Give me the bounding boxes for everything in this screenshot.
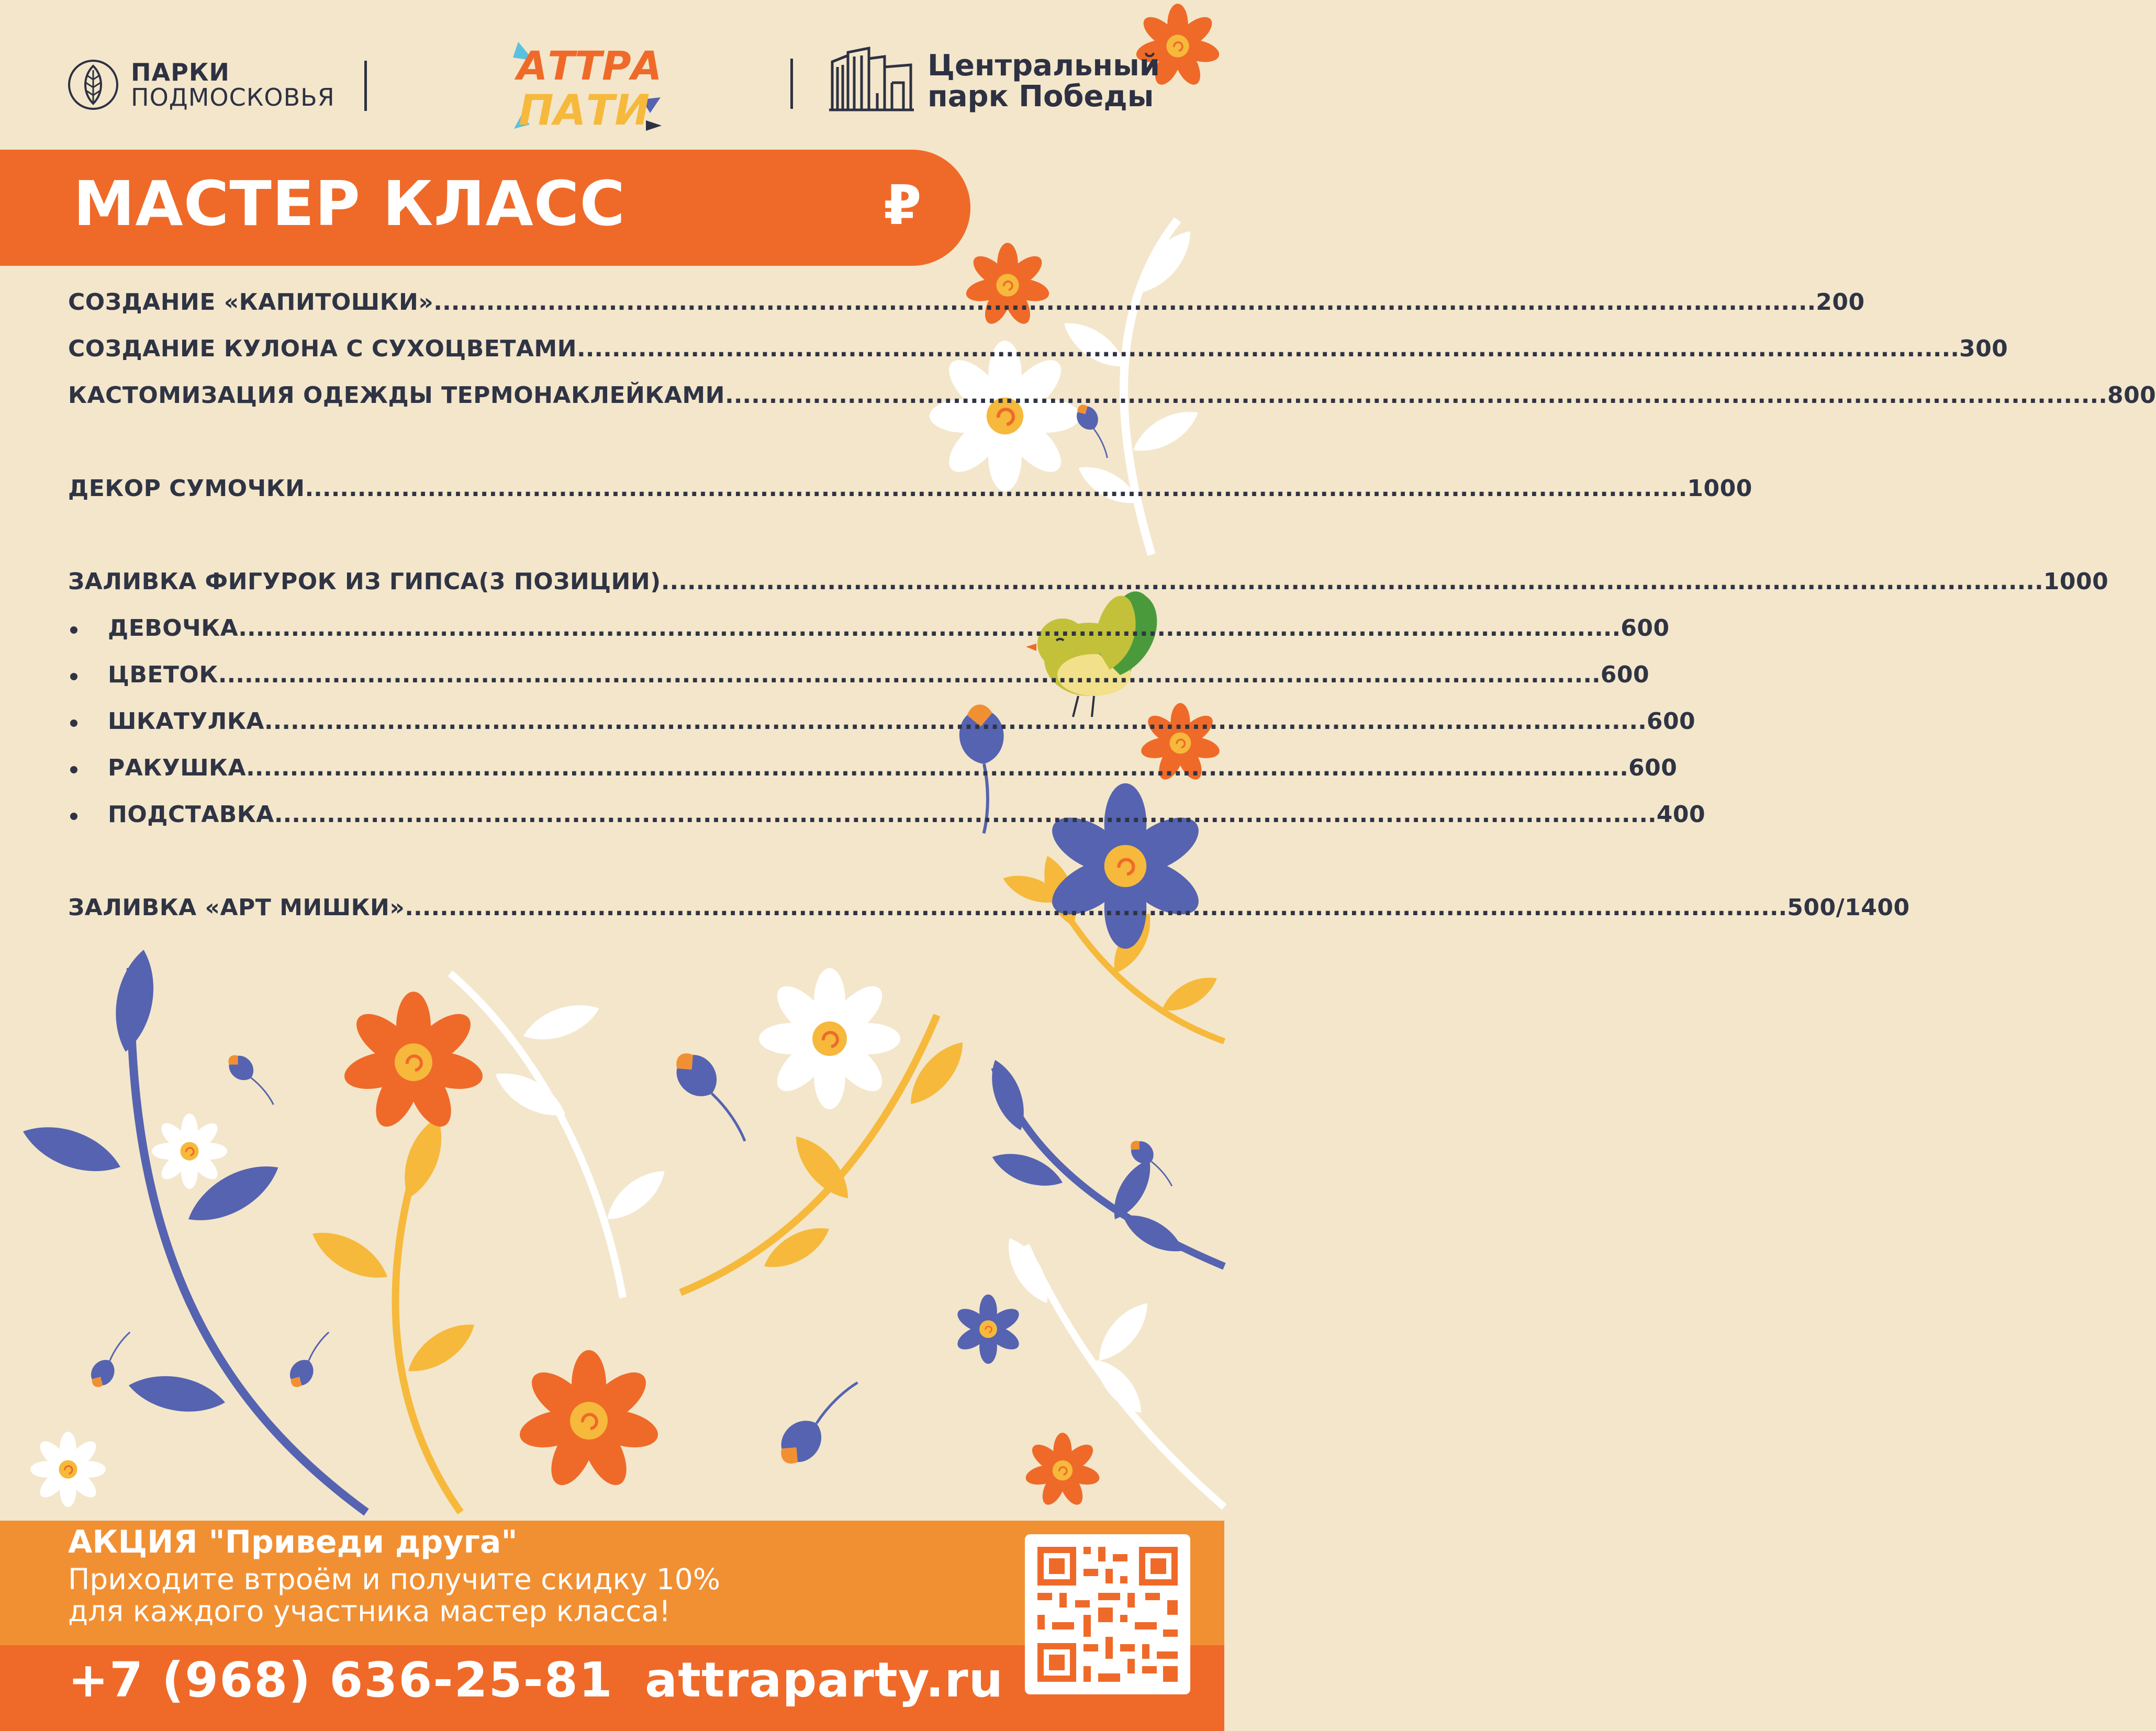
park-name-line2: парк Победы [928, 80, 1154, 114]
price-row [68, 382, 2156, 429]
price-row [68, 335, 2008, 382]
row-spacer [68, 848, 945, 894]
item-name: СОЗДАНИЕ КУЛОНА С СУХОЦВЕТАМИ [68, 335, 577, 362]
item-name: КАСТОМИЗАЦИЯ ОДЕЖДЫ ТЕРМОНАКЛЕЙКАМИ [68, 382, 725, 409]
header-divider [364, 61, 367, 111]
dot-leader: .............................................................................................................................................................. [218, 661, 1601, 688]
price-row [68, 289, 1865, 335]
dot-leader: .............................................................................................................................................................. [405, 894, 1788, 921]
item-price: 800 [2107, 382, 2156, 409]
price-row [68, 568, 2109, 615]
item-name: ПОДСТАВКА [68, 801, 274, 828]
qr-code-icon [1025, 1534, 1190, 1694]
item-price: 1000 [2043, 568, 2109, 595]
logo-word1: АТТРА [517, 42, 662, 89]
qr-code[interactable] [1025, 1534, 1190, 1694]
dot-leader: .............................................................................................................................................................. [274, 801, 1657, 828]
price-subrow [68, 801, 1706, 848]
item-price: 600 [1600, 661, 1650, 688]
item-price: 600 [1646, 708, 1696, 735]
logo-word2: ПАТИ [518, 86, 650, 134]
promo-title: АКЦИЯ "Приведи друга" [68, 1524, 518, 1560]
dot-leader: .............................................................................................................................................................. [264, 708, 1647, 735]
central-park-logo-text [928, 50, 1160, 113]
parks-logo-line2: ПОДМОСКОВЬЯ [131, 83, 335, 111]
price-subrow [68, 755, 1678, 801]
promo-line1: Приходите втроём и получите скидку 10% [68, 1563, 721, 1596]
parks-podmoskovya-logo [67, 59, 335, 111]
promo-line2: для каждого участника мастер класса! [68, 1594, 671, 1628]
park-building-icon [827, 46, 916, 112]
item-name: ЗАЛИВКА «АРТ МИШКИ» [68, 894, 405, 921]
parks-logo-line1: ПАРКИ [131, 58, 230, 86]
dot-leader: .............................................................................................................................................................. [433, 289, 1816, 316]
item-price: 1000 [1687, 475, 1752, 502]
dot-leader: .............................................................................................................................................................. [725, 382, 2107, 409]
currency-icon: ₽ [884, 173, 922, 237]
item-price: 400 [1656, 801, 1706, 828]
header-divider-right [790, 59, 793, 109]
leaf-emblem-icon [67, 59, 119, 111]
item-name: СОЗДАНИЕ «КАПИТОШКИ» [68, 289, 434, 316]
dot-leader: .............................................................................................................................................................. [246, 755, 1629, 781]
row-spacer [68, 429, 945, 475]
page-title: МАСТЕР КЛАСС [73, 167, 625, 240]
item-name: ЗАЛИВКА ФИГУРОК ИЗ ГИПСА(3 ПОЗИЦИИ) [68, 568, 661, 595]
row-spacer [68, 522, 945, 568]
price-subrow [68, 661, 1650, 708]
item-name: ДЕКОР СУМОЧКИ [68, 475, 305, 502]
item-name: ЦВЕТОК [68, 661, 218, 688]
price-subrow [68, 708, 1696, 755]
item-price: 200 [1816, 289, 1865, 316]
price-row [68, 475, 1752, 522]
attra-party-logo [511, 37, 663, 133]
dot-leader: .............................................................................................................................................................. [577, 335, 1959, 362]
item-price: 600 [1621, 615, 1670, 642]
dot-leader: .............................................................................................................................................................. [238, 615, 1621, 642]
promo-text [68, 1564, 720, 1627]
item-price: 600 [1628, 755, 1678, 781]
item-price: 300 [1959, 335, 2008, 362]
item-name: ДЕВОЧКА [68, 615, 238, 642]
dot-leader: .............................................................................................................................................................. [661, 568, 2043, 595]
price-subrow [68, 615, 1670, 661]
item-name: ШКАТУЛКА [68, 708, 264, 735]
park-name-line1: Центральный [928, 49, 1160, 83]
price-list [68, 289, 2156, 941]
dot-leader: .............................................................................................................................................................. [305, 475, 1688, 502]
price-row [68, 894, 1910, 941]
item-price: 500/1400 [1787, 894, 1910, 921]
phone-number[interactable]: +7 (968) 636-25-81 [68, 1652, 613, 1708]
item-name: РАКУШКА [68, 755, 246, 781]
website-link[interactable]: attraparty.ru [645, 1652, 1004, 1708]
